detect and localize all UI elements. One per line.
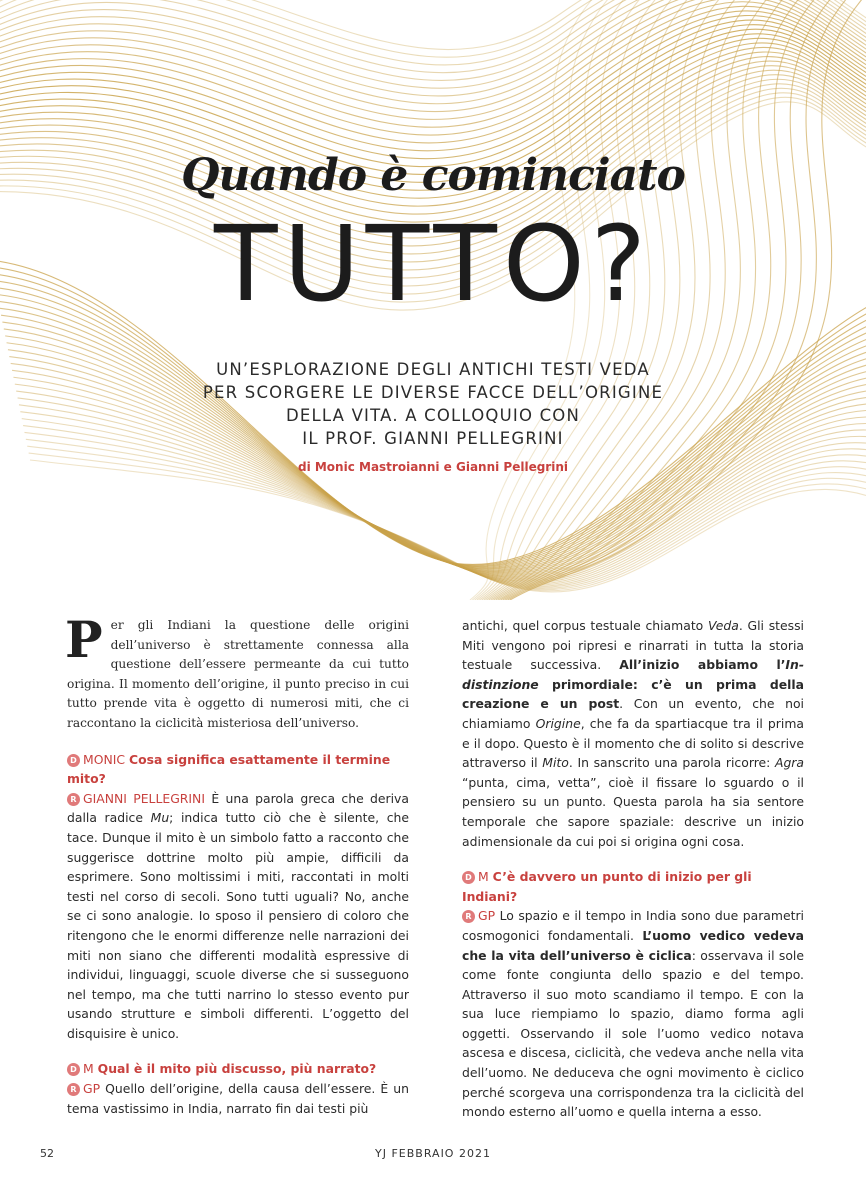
question-text: Qual è il mito più discusso, più narrato? xyxy=(97,1061,377,1077)
answer-italic: Agra xyxy=(774,755,804,771)
answer-text: . In sanscrito una parola ricorre: xyxy=(568,755,775,771)
subtitle-line: IL PROF. GIANNI PELLEGRINI xyxy=(302,429,564,448)
answer-2-continued xyxy=(462,616,804,851)
subtitle-line: UN’ESPLORAZIONE DEGLI ANTICHI TESTI VEDA xyxy=(216,360,650,379)
gold-line xyxy=(0,6,866,143)
answer-badge: R xyxy=(67,1083,80,1096)
answer-text: “punta, cima, vetta”, cioè il fissare lo sguardo o il pensiero su un punto. Questa parola ha sia sentore temporale che sapore spaziale: descrive un inizio adimensionale da cui poi si origina ogni cosa. xyxy=(462,774,804,849)
question-1 xyxy=(67,750,409,789)
answer-speaker: GP xyxy=(478,908,496,924)
answer-1 xyxy=(67,789,409,1044)
answer-text: . Gli stessi Miti vengono poi ripresi e rinarrati in tutta la storia testuale successiva. xyxy=(462,618,804,673)
subtitle xyxy=(180,358,686,450)
column-left xyxy=(65,610,409,1118)
answer-3 xyxy=(462,906,804,1122)
answer-text: : osservava il sole come fonte congiunta dello spazio e del tempo. Attraverso il suo moto scandiamo il tempo. E con la sua luce riempiamo lo spazio, diamo forma agli oggetti. Osservando il sole l’uomo vedico notava ascesa e discesa, ciclicità, che vedeva anche nella vita dell’uomo. Ne deduceva che ogni movimento è ciclico perché scorgeva una corrispondenza tra la ciclicità del mondo esterno all’uomo e quella interna a esso. xyxy=(462,947,804,1120)
answer-italic: Origine xyxy=(535,715,581,731)
answer-text: ; indica tutto ciò che è silente, che tace. Dunque il mito è un simbolo fatto a racconto che suggerisce dottrine molto più ampie, difficili da esprimere. Sono moltissimi i miti, raccontati in molti testi nel corso di secoli. Sono tutti uguali? No, anche se ci sono analogie. Io sposo il pensiero di coloro che ritengono che le enormi differenze nelle narrazioni dei miti non siano che differenti modalità espressive di individui, linguaggi, scuole diverse che si susseguono nel tempo, ma che tutti narrino lo stesso evento pur usando strutture e simboli differenti. L’oggetto del disquisire è unico. xyxy=(67,810,409,1041)
question-text: Cosa significa esattamente il termine mito? xyxy=(67,751,391,787)
answer-speaker: GP xyxy=(83,1081,101,1097)
answer-text: Lo spazio e il tempo in India sono due parametri cosmogonici fondamentali. xyxy=(462,908,804,943)
gold-line xyxy=(0,0,866,96)
question-text: C’è davvero un punto di inizio per gli Indiani? xyxy=(462,869,752,904)
question-2 xyxy=(67,1059,409,1079)
gold-line xyxy=(30,460,866,592)
dropcap: P xyxy=(65,610,103,669)
question-badge: D xyxy=(67,754,80,767)
answer-text: . Con un evento, che noi chiamiamo xyxy=(462,696,804,731)
question-speaker: M xyxy=(83,1061,94,1077)
gold-line xyxy=(24,432,866,587)
subtitle-line: PER SCORGERE LE DIVERSE FACCE DELL’ORIGINE xyxy=(202,383,664,402)
gold-line xyxy=(0,2,866,135)
page-number: 52 xyxy=(40,1147,54,1160)
answer-text: Quello dell’origine, della causa dell’essere. È un tema vastissimo in India, narrato fin dai testi più xyxy=(67,1081,409,1116)
question-3 xyxy=(462,867,804,906)
question-badge: D xyxy=(67,1063,80,1076)
answer-bold: All’inizio abbiamo l’In-distinzione primordiale: c’è un prima della creazione e un post xyxy=(462,657,804,712)
column-right xyxy=(462,616,804,1122)
answer-italic: Mito xyxy=(542,755,569,771)
answer-italic: Veda xyxy=(707,618,739,633)
gold-line xyxy=(0,11,866,151)
gold-line xyxy=(0,20,866,166)
answer-badge: R xyxy=(67,793,80,806)
gold-line xyxy=(0,0,866,88)
magazine-footer: YJ FEBBRAIO 2021 xyxy=(375,1147,491,1160)
gold-line xyxy=(0,15,866,158)
answer-speaker: GIANNI PELLEGRINI xyxy=(83,790,205,806)
title-script: Quando è cominciato xyxy=(181,150,685,201)
answer-bold: L’uomo vedico vedeva che la vita dell’universo è ciclica xyxy=(462,927,804,963)
intro-text: er gli Indiani la questione delle origini dell’universo è strettamente connessa alla questione dell’essere permeante da cui tutto origina. Il momento dell’origine, il punto preciso in cui tutto prende vita è oggetto di numerosi miti, che ci raccontano la ciclicità misteriosa dell’universo. xyxy=(67,618,409,730)
answer-italic: Mu xyxy=(150,810,170,826)
title-main: TUTTO? xyxy=(214,203,652,325)
answer-text: , che fa da spartiacque tra il prima e il dopo. Questo è il momento che di solito si descrive attraverso il xyxy=(462,715,804,771)
byline: di Monic Mastroianni e Gianni Pellegrini xyxy=(297,460,568,474)
subtitle-line: DELLA VITA. A COLLOQUIO CON xyxy=(285,406,581,425)
gold-line xyxy=(0,0,866,50)
answer-badge: R xyxy=(462,910,475,923)
question-speaker: M xyxy=(478,869,489,885)
question-speaker: MONIC xyxy=(83,751,126,767)
question-badge: D xyxy=(462,871,475,884)
answer-text: È una parola greca che deriva dalla radice xyxy=(67,790,409,826)
answer-text: antichi, quel corpus testuale chiamato xyxy=(462,618,708,633)
intro-paragraph xyxy=(65,610,409,734)
answer-2-start xyxy=(67,1079,409,1118)
